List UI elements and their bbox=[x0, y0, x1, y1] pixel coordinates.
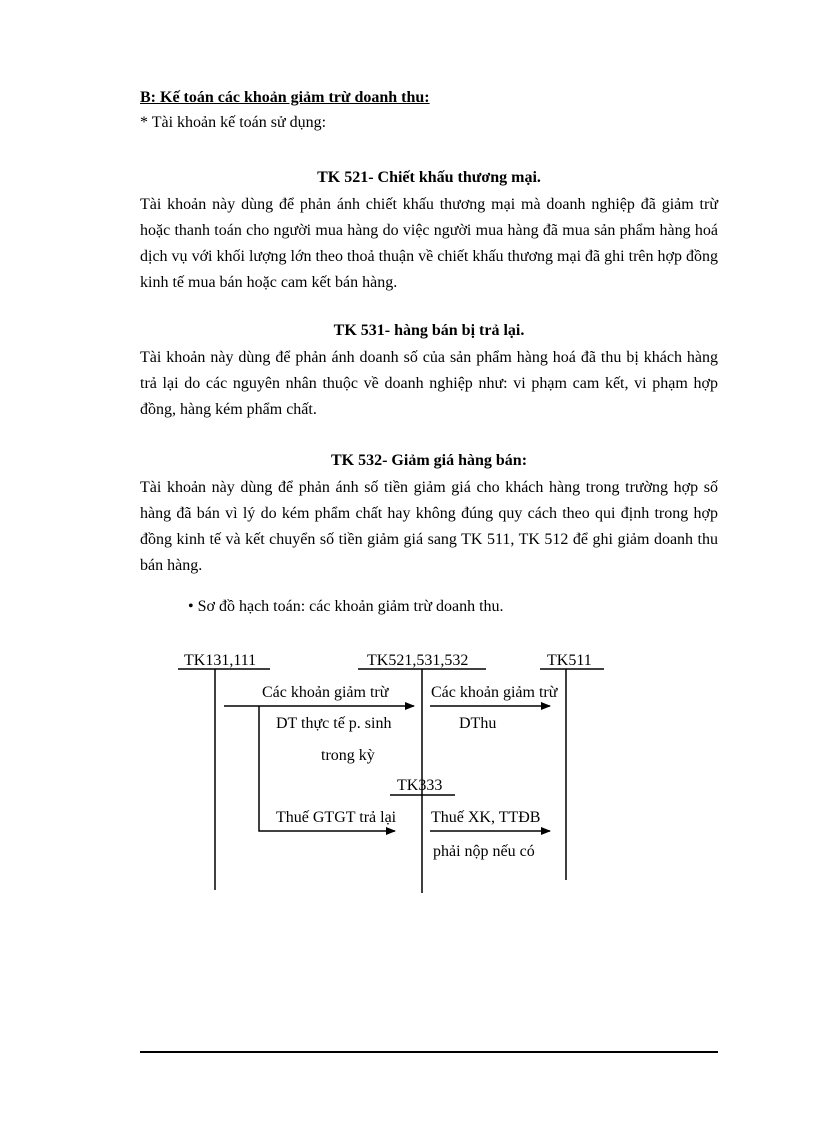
flow-4-label-line-1: Thuế XK, TTĐB bbox=[431, 809, 541, 826]
flow-2-label-line-1: Các khoản giảm trừ bbox=[431, 684, 558, 701]
account-label-tk521: TK521,531,532 bbox=[367, 652, 469, 669]
tk531-title: TK 531- hàng bán bị trả lại. bbox=[333, 322, 525, 339]
flow-1-label-line-2: DT thực tế p. sinh bbox=[276, 715, 392, 732]
tk532-paragraph: Tài khoản này dùng để phản ánh số tiền giảm giá cho khách hàng trong trường hợp số hàng đã bán vì lý do kém phẩm chất hay không đúng quy cách theo qui định trong hợp đồng kinh tế và kết chuyển số tiền giảm giá sang TK 511, TK 512 để ghi giảm doanh thu bán hàng. bbox=[140, 479, 718, 574]
flow-4-label-line-2: phải nộp nếu có bbox=[433, 843, 535, 860]
flow-2-label-line-2: DThu bbox=[459, 715, 497, 732]
tk532-title: TK 532- Giảm giá hàng bán: bbox=[330, 452, 528, 469]
footer-divider bbox=[140, 1051, 718, 1053]
account-label-tk131: TK131,111 bbox=[184, 652, 257, 669]
section-b-heading: B: Kế toán các khoản giảm trừ doanh thu: bbox=[140, 89, 430, 106]
tk531-paragraph: Tài khoản này dùng để phản ánh doanh số của sản phẩm hàng hoá đã thu bị khách hàng trả lại do các nguyên nhân thuộc về doanh nghiệp như: vi phạm cam kết, vi phạm hợp đồng, hàng kém phẩm chất. bbox=[140, 349, 718, 418]
tk521-paragraph: Tài khoản này dùng để phản ánh chiết khấu thương mại mà doanh nghiệp đã giảm trừ hoặc thanh toán cho người mua hàng do việc người mua hàng đã mua sản phẩm hàng hoá dịch vụ với khối lượng lớn theo thoả thuận về chiết khấu thương mại đã ghi trên hợp đồng kinh tế mua bán hoặc cam kết bán hàng. bbox=[140, 196, 718, 291]
flow-1-label-line-1: Các khoản giảm trừ bbox=[262, 684, 389, 701]
account-label-tk511: TK511 bbox=[547, 652, 592, 669]
flow-1-label-line-3: trong kỳ bbox=[321, 747, 375, 764]
account-label-tk333: TK333 bbox=[397, 777, 443, 794]
tk521-title: TK 521- Chiết khấu thương mại. bbox=[317, 169, 541, 186]
accounts-used-line: * Tài khoản kế toán sử dụng: bbox=[140, 114, 327, 131]
schema-caption: • Sơ đồ hạch toán: các khoản giảm trừ doanh thu. bbox=[188, 598, 504, 615]
flow-3-label-line-1: Thuế GTGT trả lại bbox=[276, 809, 397, 826]
arrow-flow-3 bbox=[259, 706, 395, 831]
